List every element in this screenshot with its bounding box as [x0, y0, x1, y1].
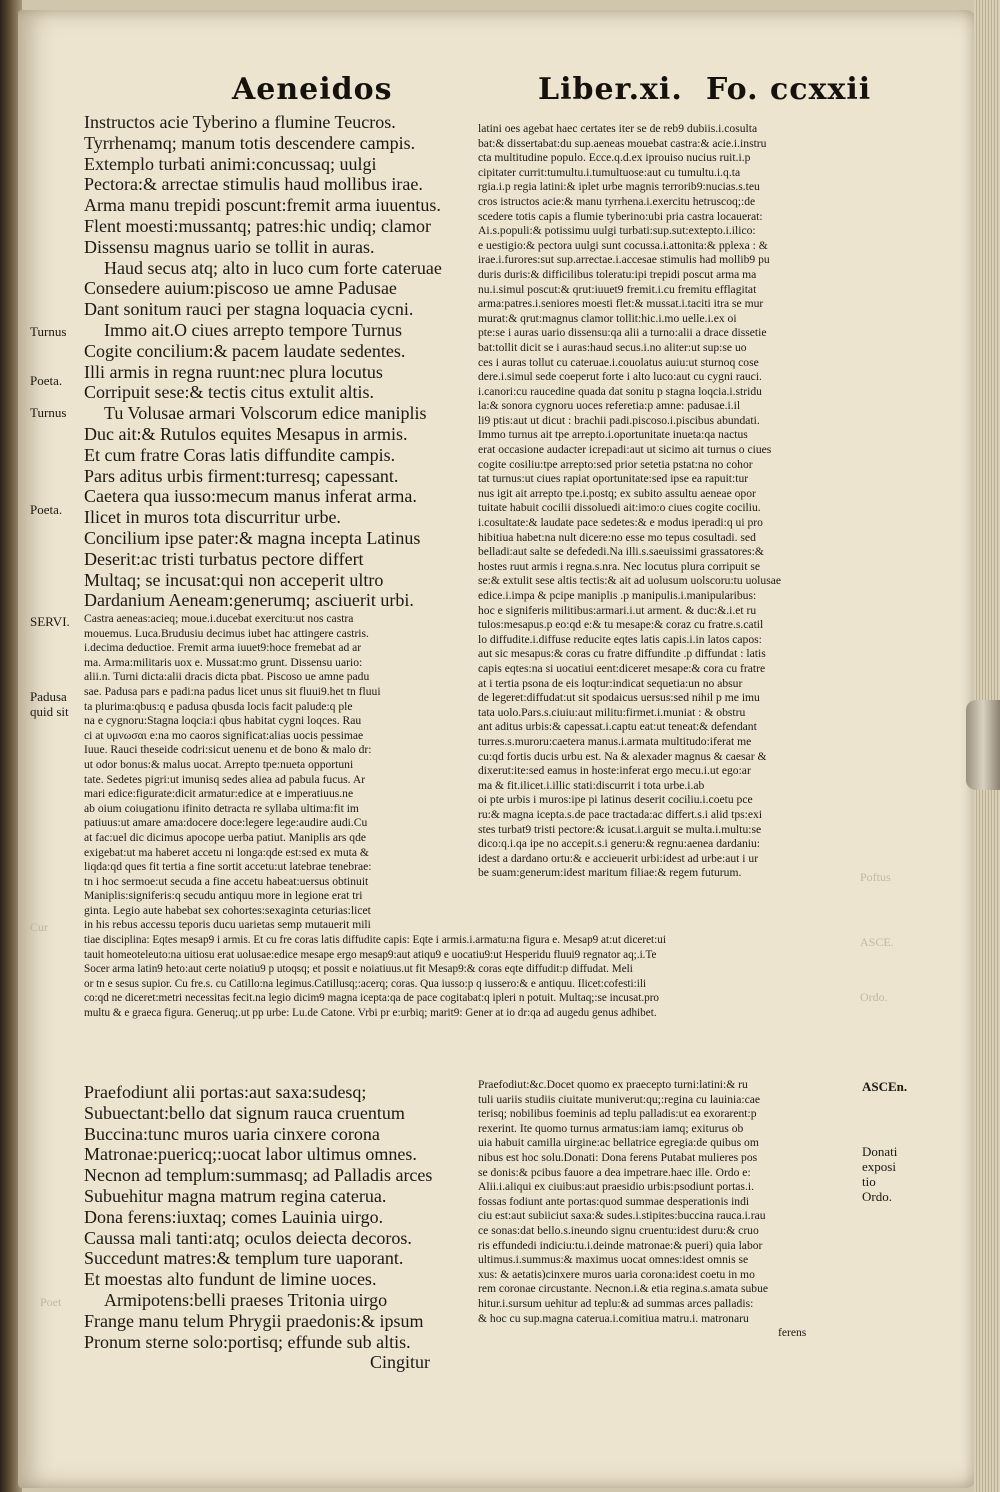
margin-note-turnus: Turnus — [30, 324, 67, 339]
commentary-line: rexerint. Ite quomo turnus armatus:iam iamq; exiturus ob — [478, 1121, 744, 1135]
commentary-line: be suam:generum:idest maritum filiae:& regem futurum. — [478, 866, 742, 880]
commentary-line: ultimus.i.summus:& maximus uocat omnes:idest omnis se — [478, 1253, 749, 1267]
commentary-line: uia habuit camilla uirgine:ac bellatrice egregia:de quibus om — [478, 1136, 759, 1150]
commentary-line: in his rebus accessu teporis ducu uarietas semp mutauerit mili — [84, 918, 371, 932]
verse-block-top — [84, 112, 464, 611]
commentary-line: cros istructos acie:& manu tyrrhena.i.exercitu hetruscoq;:de — [478, 194, 756, 208]
commentary-line: ru:& magna icepta.s.de pace tractada:ac differt.s.i alid tps:exi — [478, 807, 763, 821]
verse-line: Dissensu magnus uario se tollit in auras. — [84, 236, 375, 257]
commentary-line: ab oium coiugationu ifinito detracta re syllaba ultima:fit im — [84, 801, 359, 815]
commentary-line: ginta. Legio aute habebat sex cohortes:sexaginta ceturias:licet — [84, 903, 371, 917]
commentary-line: fossas fodiunt ante portas:quod summae desperationis indi — [478, 1194, 750, 1208]
commentary-line: tat turnus:ut ciues rapiat oportunitate:sed ipse ea rapuit:tur — [478, 472, 749, 486]
commentary-line: tate. Sedetes pigri:ut imunisq sedes aliea ad pabula fucus. Ar — [84, 772, 366, 786]
commentary-line: duris duris:& difficilibus toleratu:ipi trepidi poscut arma ma — [478, 267, 757, 281]
commentary-line: Ai.s.populi:& potissimu uulgi turbati:sup.sut:extepto.i.ilico: — [478, 224, 756, 238]
verse-line: Corripuit sese:& tectis citus extulit altis. — [84, 382, 374, 403]
margin-note-padusa: Padusa — [30, 689, 67, 704]
commentary-line: mouemus. Luca.Brudusiu decimus iubet hac attingere castris. — [84, 626, 369, 640]
margin-note-donati: tio — [862, 1174, 876, 1189]
commentary-line: lo diffudite.i.diffuse reducite eqtes latis capis.i.in latos capos: — [478, 632, 762, 646]
commentary-line: cta multitudine populo. Ecce.q.d.ex iprouiso nucius ruit.i.p — [478, 151, 751, 165]
commentary-line: Castra aeneas:acieq; moue.i.ducebat exercitu:ut nos castra — [84, 612, 354, 625]
verse-line: Duc ait:& Rutulos equites Mesapus in armis. — [84, 423, 408, 444]
margin-note-ascen: ASCEn. — [862, 1079, 908, 1094]
verse-line: Tu Volusae armari Volscorum edice maniplis — [104, 403, 427, 424]
commentary-line: at i tertia psona de eis loqtur:indicat sequetia:un no absur — [478, 676, 743, 690]
commentary-line: hoc e signiferis militibus:armari.i.ut arment. & duc:&.i.et ru — [478, 603, 757, 617]
commentary-line: bat:tollit dicit se i auras:haud secus.i.no aliter:ut sup:se uo — [478, 340, 747, 354]
verse-line: Immo ait.O ciues arrepto tempore Turnus — [104, 319, 402, 340]
verse-line: Consedere auium:piscoso ue amne Padusae — [84, 278, 397, 299]
verse-line: Pars aditus urbis firment:turresq; capessant. — [84, 465, 399, 486]
commentary-line: se donis:& pcibus fauore a dea impetrare.haec ille. Ordo e: — [478, 1165, 751, 1179]
commentary-line: latini oes agebat haec certates iter se de reb9 dubiis.i.cosulta — [478, 122, 758, 135]
commentary-line: tn i hoc sermoe:ut secuda a fine accetu habeat:uersus obtinuit — [84, 874, 369, 888]
verse-line: Tyrrhenamq; manum totis descendere campis. — [84, 132, 416, 153]
commentary-line: edice.i.impa & pcipe maniplis .p manipulis.i.manipularibus: — [478, 589, 757, 602]
commentary-line: Socer arma latin9 heto:aut certe noiatiu9 p utoqsq; et possit e noiatiuus.ut fit Mesap9:& coras eqte diffudit:p diffudat. Meli — [84, 963, 633, 976]
commentary-right-bottom — [478, 1078, 806, 1341]
commentary-line: co:qd ne diceret:metri necessitas fecit.na legio dicim9 magna icepta:qa de pace cogitabat:q ipleri n potuit. Multaq;:se incusat.pro — [84, 992, 660, 1005]
verse-line: Multaq; se incusat:qui non acceperit ultro — [84, 569, 384, 590]
commentary-line: stes turbat9 tristi pectore:& icusat.i.arguit se multa.i.multu:se — [478, 822, 762, 836]
commentary-line: capis eqtes:na si uocatiui eent:diceret mesape:& cora cu fratre — [478, 661, 766, 675]
commentary-line: dico:q.i.qa ipe no accepit.s.i generu:& regnu:aenea dardaniu: — [478, 837, 761, 851]
commentary-line: i.decima deductioe. Fremit arma iuuet9:hoce fremebat ad ar — [84, 641, 362, 655]
verse-line: Cogite concilium:& pacem laudate sedentes. — [84, 340, 406, 361]
verse-line: Haud secus atq; alto in luco cum forte cateruae — [104, 257, 442, 278]
verse-line: Pronum sterne solo:portisq; effunde sub altis. — [84, 1331, 411, 1352]
verse-line: Et cum fratre Coras latis diffundite campis. — [84, 444, 396, 465]
bleed-through-mark: Poet — [40, 1295, 62, 1309]
verse-block-bottom — [84, 1082, 464, 1373]
verse-line: Dant sonitum rauci per stagna loquacia cycni. — [84, 299, 414, 320]
commentary-line: nibus est hoc solu.Donati: Dona ferens Putabat mulieres pos — [478, 1150, 758, 1164]
commentary-line: tulos:mesapus.p eo:qd e:& tu mesape:& coraz cu fratre.s.catil — [478, 618, 764, 632]
commentary-line: i.cosultate:& laudate pace sedetes:& e modus iperadi:q ui pro — [478, 516, 763, 530]
commentary-line: de legeret:diffudat:ut sit spodaicus uersus:sed nihil p me imu — [478, 691, 760, 705]
commentary-line: terisq; nobilibus foeminis ad teplu palladis:ut ea exorarent:p — [478, 1107, 757, 1121]
commentary-line: idest a dardano ortu:& e accieuerit urbi:idest ad urbe:aut i ur — [478, 851, 759, 865]
commentary-line: oi pte urbis i muros:ipe pi latinus deserit cociliu.i.coetu pce — [478, 793, 753, 807]
commentary-line: & hoc cu sup.magna caterua.i.comitiua matru.i. matronaru — [478, 1311, 749, 1325]
verse-line: Illi armis in regna ruunt:nec plura locutus — [84, 361, 383, 382]
commentary-line: Alii.i.aliqui ex ciuibus:aut praesidio urbis:psodiunt portas.i. — [478, 1180, 754, 1194]
commentary-line: murat:& qrut:magnus clamor tollit:hic.i.mo uelle.i.ex oi — [478, 311, 737, 325]
verse-line: Extemplo turbati animi:concussaq; uulgi — [84, 153, 377, 174]
commentary-line: cogite cosiliu:tpe arrepto:sed prior setetia pstat:na no cohor — [478, 457, 753, 471]
verse-line: Dardanium Aeneam:generumq; asciuerit urbi. — [84, 590, 414, 611]
commentary-line: ta plurima:qbus:q e padusa qbusda locis facit palude:q ple — [84, 699, 353, 713]
bleed-through-mark: ASCE. — [860, 935, 894, 949]
commentary-line: dixerut:ite:sed eamus in hoste:inferat ergo mecu.i.ut ego:ar — [478, 764, 751, 778]
verse-line: Caetera qua iusso:mecum manus inferat arma. — [84, 486, 417, 507]
verse-line: Necnon ad templum:summasq; ad Palladis arces — [84, 1165, 433, 1186]
commentary-line: hostes ruut armis i regna.s.nra. Nec locutus plura corripuit se — [478, 559, 761, 573]
verse-line: Praefodiunt alii portas:aut saxa:sudesq; — [84, 1082, 367, 1102]
margin-note-servi: SERVI. — [30, 614, 70, 629]
commentary-line: multu & e graeca figura. Generuq;.ut pp urbe: Lu.de Catone. Vrbi pr e:urbiq; marit9: Gener at io dr:qa ad augedu genus adhibet. — [84, 1006, 657, 1019]
verse-line: Arma manu trepidi poscunt:fremit arma iuuentus. — [84, 195, 441, 216]
catchword: ferens — [778, 1326, 807, 1340]
margin-note-poeta: Poeta. — [30, 502, 63, 517]
commentary-line: Maniplis:signiferis:q secudu antiquu more in legione erat tri — [84, 889, 363, 903]
commentary-servius — [84, 612, 381, 933]
commentary-line: rgia.i.p regia latini:& iplet urbe magnis terrorib9:nucias.s.teu — [478, 180, 760, 194]
commentary-line: ant aditus urbis:& capessat.i.captu eat:ut teneat:& defendant — [478, 720, 757, 734]
verse-line: Subuehitur magna matrum regina caterua. — [84, 1185, 387, 1206]
margin-note-donati: exposi — [862, 1159, 896, 1174]
commentary-line: ma. Arma:militaris uox e. Mussat:mo grunt. Dissensu uario: — [84, 655, 363, 669]
commentary-line: turres.s.muroru:caetera manus.i.armata multitudo:iferat me — [478, 734, 752, 748]
commentary-line: scedere totis capis a flumie tyberino:ubi pria castra locauerat: — [478, 209, 763, 223]
margin-note-padusa: quid sit — [30, 704, 69, 719]
verse-line: Buccina:tunc muros uaria cinxere corona — [84, 1123, 380, 1144]
commentary-line: na e cygnoru:Stagna loqcia:i qbus habitat cygni loqces. Rau — [84, 714, 362, 728]
commentary-line: tuitate habuit cocilii dissoluedi ait:imo:o ciues cogite cociliu. — [478, 501, 761, 515]
commentary-line: ut odor bonus:& malus uocat. Arrepto tpe:nueta opportuni — [84, 757, 354, 771]
commentary-line: Praefodiut:&c.Docet quomo ex praecepto turni:latini:& ru — [478, 1078, 748, 1091]
verse-line: Subuectant:bello dat signum rauca cruentum — [84, 1102, 405, 1123]
commentary-line: aut sic mesapus:& coras cu fratre diffundite .p diffundat : latis — [478, 647, 766, 661]
commentary-line: hitur.i.sursum uehitur ad teplu:& ad summas arces palladis: — [478, 1296, 754, 1310]
commentary-line: alii.n. Turni dicta:alii dracis dicta pbat. Piscoso ue amne padu — [84, 670, 370, 684]
verse-line: Et moestas alto fundunt de limine uoces. — [84, 1269, 377, 1290]
verse-line: Succedunt matres:& templum ture uaporant. — [84, 1248, 404, 1269]
catchword: Cingitur — [370, 1352, 431, 1373]
commentary-line: sae. Padusa pars e padi:na padus licet unus sit fluui9.het tn fluui — [84, 684, 381, 698]
book-number: Liber.xi. — [538, 72, 683, 107]
commentary-line: pte:se i auras uario dissensu:qa alii a turno:alii a drace dissetie — [478, 326, 767, 340]
commentary-line: exigebat:ut ma haberet accetu ni longa:qde est:sed ex muta & — [84, 845, 369, 859]
commentary-line: ciu est:aut subiiciut saxa:& sudes.i.stipites:buccina rauca.i.rau — [478, 1209, 766, 1223]
commentary-line: irae.i.furores:sut sup.arrectae.i.accesae stimulis had mollib9 pu — [478, 253, 770, 267]
commentary-line: ci at υμνωσαι e:na mo caoros significat:alias uocis pessimae — [84, 728, 364, 742]
commentary-line: tiae disciplina: Eqtes mesap9 i armis. Et cu fre coras latis diffudite capis: Eqte i armis.i.armatu:na figura e. Mesap9 at:ut diceret:ui — [84, 934, 666, 946]
commentary-line: cu:qd fortis ducis urbu est. Na & alexader magnus & caesar & — [478, 749, 767, 763]
margin-note-poeta: Poeta. — [30, 373, 63, 388]
commentary-line: ris effundedi indiciu:tu.i.deinde matronae:& pueri) quia labor — [478, 1238, 763, 1252]
commentary-fullwidth — [84, 933, 666, 1021]
margin-note-ordo: Ordo. — [862, 1189, 892, 1204]
bleed-through-mark: Ordo. — [860, 990, 888, 1004]
verse-line: Concilium ipse pater:& magna incepta Latinus — [84, 527, 421, 548]
verse-line: Instructos acie Tyberino a flumine Teucros. — [84, 112, 396, 132]
commentary-line: Iuue. Rauci theseide codri:sicut uenenu et de bono & malo dr: — [84, 743, 372, 757]
verse-line: Flent moesti:mussantq; patres:hic undiq; clamor — [84, 215, 431, 236]
verse-line: Dona ferens:iuxtaq; comes Lauinia uirgo. — [84, 1206, 384, 1227]
commentary-line: or tn e sesus supior. Cu fre.s. cu Catillo:na legimus.Catillusq;:acerq; coras. Qua iusso:p q iussero:& e antiquu. Ilicet:cofesti:ili — [84, 977, 647, 990]
commentary-line: rem coronae circustante. Necnon.i.& etia regina.s.amata subue — [478, 1282, 769, 1296]
commentary-line: hibitiua habet:na nult dicere:no esse mo tepus cosultadi. sed — [478, 530, 756, 544]
folio-number: Fo. ccxxii — [706, 72, 872, 107]
verse-line: Frange manu telum Phrygii praedonis:& ipsum — [84, 1310, 424, 1331]
commentary-line: at fac:uel dic dicimus apocope uerba patiut. Maniplis ars qde — [84, 830, 367, 844]
verse-line: Deserit:ac tristi turbatus pectore differt — [84, 548, 364, 569]
verse-line: Caussa mali tanti:atq; oculos deiecta decoros. — [84, 1227, 412, 1248]
commentary-line: nu.i.simul poscut:& qrut:iuuet9 fremit.i.cu fremitu efflagitat — [478, 282, 757, 296]
metal-clip — [966, 700, 1000, 790]
verse-line: Pectora:& arrectae stimulis haud mollibus irae. — [84, 174, 423, 195]
margin-note-turnus: Turnus — [30, 405, 67, 420]
commentary-line: li9 ptis:aut ut dicut : brachii padi.piscoso.i.piscibus abundati. — [478, 413, 760, 427]
running-head-title: Aeneidos — [232, 72, 393, 107]
verse-line: Ilicet in muros tota discurritur urbe. — [84, 507, 341, 528]
margin-note-donati: Donati — [862, 1144, 898, 1159]
commentary-line: liqda:qd ques fit tertia a fine sortit accetu:ut latebrae tenebrae: — [84, 860, 372, 874]
commentary-line: tuli uariis studiis ciuitate muniverut:qu;:regina cu lauinia:cae — [478, 1092, 761, 1106]
commentary-line: patiuus:ut amare ama:docere doce:legere lege:audire audi.Cu — [84, 816, 368, 830]
commentary-line: i.canori:cu raucedine quada dat sonitu p stagna loqcia.i.stridu — [478, 384, 762, 398]
commentary-line: belladi:aut salte se defededi.Na illi.s.saeuissimi grassatores:& — [478, 545, 764, 559]
bleed-through-mark: Cur — [30, 920, 48, 934]
commentary-line: se:& extulit sese altis tectis:& ait ad uolusum uolscoru:tu uolusae — [478, 574, 781, 588]
verse-line: Armipotens:belli praeses Tritonia uirgo — [104, 1289, 388, 1310]
commentary-line: ma & fit.ilicet.i.illic stati:discurrit i tota urbe.i.ab — [478, 778, 705, 792]
commentary-line: tata uolo.Pars.s.ciuiu:aut militu:firmet.i.muniat : & obstru — [478, 705, 746, 719]
bleed-through-mark: Poftus — [860, 870, 891, 884]
commentary-line: la:& sonora cygnoru uoces referetia:p amne: padusae.i.il — [478, 399, 741, 413]
commentary-line: xus: & aetatis)cinxere muros uaria corona:idest coetu in mo — [478, 1267, 755, 1281]
commentary-line: bat:& dissertabat:du sup.aeneas mouebat castra:& acie.i.instru — [478, 136, 767, 150]
commentary-line: nus igit ait arrepto tpe.i.postq; ex subito assultu aeneae opor — [478, 486, 756, 500]
commentary-line: e uestigio:& pectora uulgi sunt cocussa.i.attonita:& pplexa : & — [478, 238, 768, 252]
commentary-line: tauit homeoteleuto:na uitiosu erat uolusae:edice mesape ergo mesap9:aut atiqu9 e uocatiu9:ut Hesperidu fluui9 regnator aq;.i.Te — [84, 948, 657, 961]
commentary-line: ces i auras tollut cu cateruae.i.couolatus auiu:ut sturnoq cose — [478, 355, 759, 369]
commentary-line: cipitater currit:tumultu.i.tumultuose:aut cu tumultu.i.q.ta — [478, 165, 741, 179]
commentary-line: Immo turnus ait tpe arrepto.i.oportunitate inueta:qa nactus — [478, 428, 748, 442]
verse-line: Matronae:puericq;:uocat labor ultimus omnes. — [84, 1144, 417, 1165]
commentary-line: arma:patres.i.seniores moesti flet:& mussat.i.taciti itra se mur — [478, 297, 764, 311]
commentary-line: mari edice:figurate:dicit armatur:edice at e imperatiuus.ne — [84, 787, 354, 801]
commentary-line: ce sonas:dat bello.s.ineundo signu cruentu:idest duru:& cruo — [478, 1223, 759, 1237]
commentary-line: erat occasione audacter icrepadi:aut ut sicimo ait turnus o ciues — [478, 443, 772, 457]
commentary-right-top — [478, 122, 781, 881]
commentary-line: dere.i.simul sede coeperut forte i alto luco:aut cu cygni rauci. — [478, 370, 762, 384]
